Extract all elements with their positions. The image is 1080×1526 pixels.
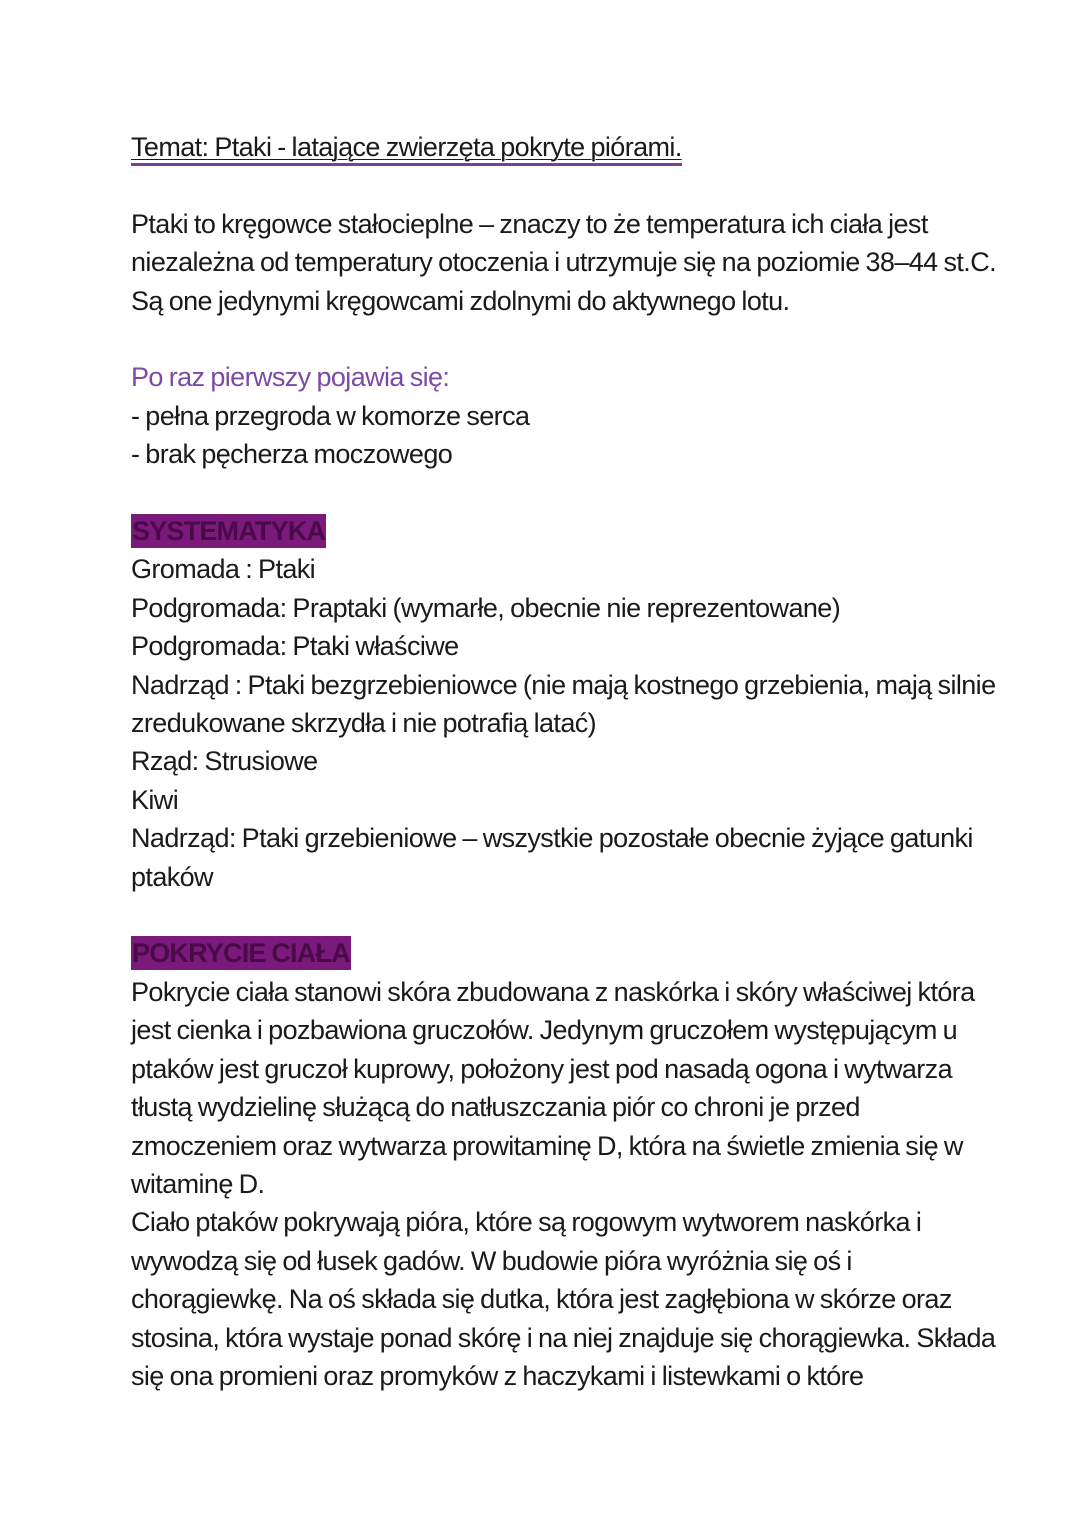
page-title: Temat: Ptaki - latające zwierzęta pokryte piórami.	[131, 132, 682, 166]
text-line: niezależna od temperatury otoczenia i utrzymuje się na poziomie 38–44 st.C.	[131, 247, 996, 278]
systematyka-heading-line	[131, 512, 961, 550]
pokrycie-heading: POKRYCIE CIAŁA	[132, 938, 350, 969]
pokrycie-heading-line	[131, 934, 961, 972]
text-line: wywodzą się od łusek gadów. W budowie pióra wyróżnia się oś i	[131, 1245, 852, 1276]
text-line: tłustą wydzielinę służącą do natłuszczania piór co chroni je przed	[131, 1092, 860, 1123]
spacer	[131, 474, 961, 512]
text-line: ptaków	[131, 861, 213, 892]
intro-paragraph	[131, 205, 996, 320]
text-line: Gromada : Ptaki	[131, 554, 316, 585]
text-line: Kiwi	[131, 784, 179, 815]
spacer	[131, 166, 961, 204]
text-line: Pokrycie ciała stanowi skóra zbudowana z naskórka i skóry właściwej która	[131, 976, 975, 1007]
pokrycie-section	[131, 934, 996, 1395]
text-line: witaminę D.	[131, 1168, 265, 1199]
text-line: zredukowane skrzydła i nie potrafią latać)	[131, 708, 597, 739]
text-line: jest cienka i pozbawiona gruczołów. Jedynym gruczołem występującym u	[131, 1015, 958, 1046]
text-line: chorągiewkę. Na oś składa się dutka, która jest zagłębiona w skórze oraz	[131, 1284, 952, 1315]
systematyka-section	[131, 512, 996, 896]
list-item: - brak pęcherza moczowego	[131, 439, 453, 470]
systematyka-heading: SYSTEMATYKA	[132, 516, 326, 547]
text-line: zmoczeniem oraz wytwarza prowitaminę D, która na świetle zmienia się w	[131, 1130, 963, 1161]
title-line	[131, 128, 961, 166]
text-line: stosina, która wystaje ponad skórę i na niej znajduje się chorągiewka. Składa	[131, 1322, 996, 1353]
first-appearance-section	[131, 358, 961, 473]
text-line: Podgromada: Ptaki właściwe	[131, 631, 459, 662]
text-line: Nadrząd : Ptaki bezgrzebieniowce (nie mają kostnego grzebienia, mają silnie	[131, 669, 996, 700]
spacer	[131, 320, 961, 358]
text-line: Nadrząd: Ptaki grzebieniowe – wszystkie pozostałe obecnie żyjące gatunki	[131, 823, 973, 854]
spacer	[131, 896, 961, 934]
text-line: Ciało ptaków pokrywają pióra, które są rogowym wytworem naskórka i	[131, 1207, 922, 1238]
text-line: Ptaki to kręgowce stałocieplne – znaczy to że temperatura ich ciała jest	[131, 208, 928, 239]
text-line: ptaków jest gruczoł kuprowy, położony jest pod nasadą ogona i wytwarza	[131, 1053, 952, 1084]
text-line: Podgromada: Praptaki (wymarłe, obecnie nie reprezentowane)	[131, 592, 841, 623]
document-page	[131, 128, 996, 1395]
text-line: się ona promieni oraz promyków z haczykami i listewkami o które	[131, 1360, 864, 1391]
text-line: Rząd: Strusiowe	[131, 746, 318, 777]
list-item: - pełna przegroda w komorze serca	[131, 400, 530, 431]
text-line: Są one jedynymi kręgowcami zdolnymi do aktywnego lotu.	[131, 285, 790, 316]
first-appearance-heading: Po raz pierwszy pojawia się:	[131, 362, 450, 393]
